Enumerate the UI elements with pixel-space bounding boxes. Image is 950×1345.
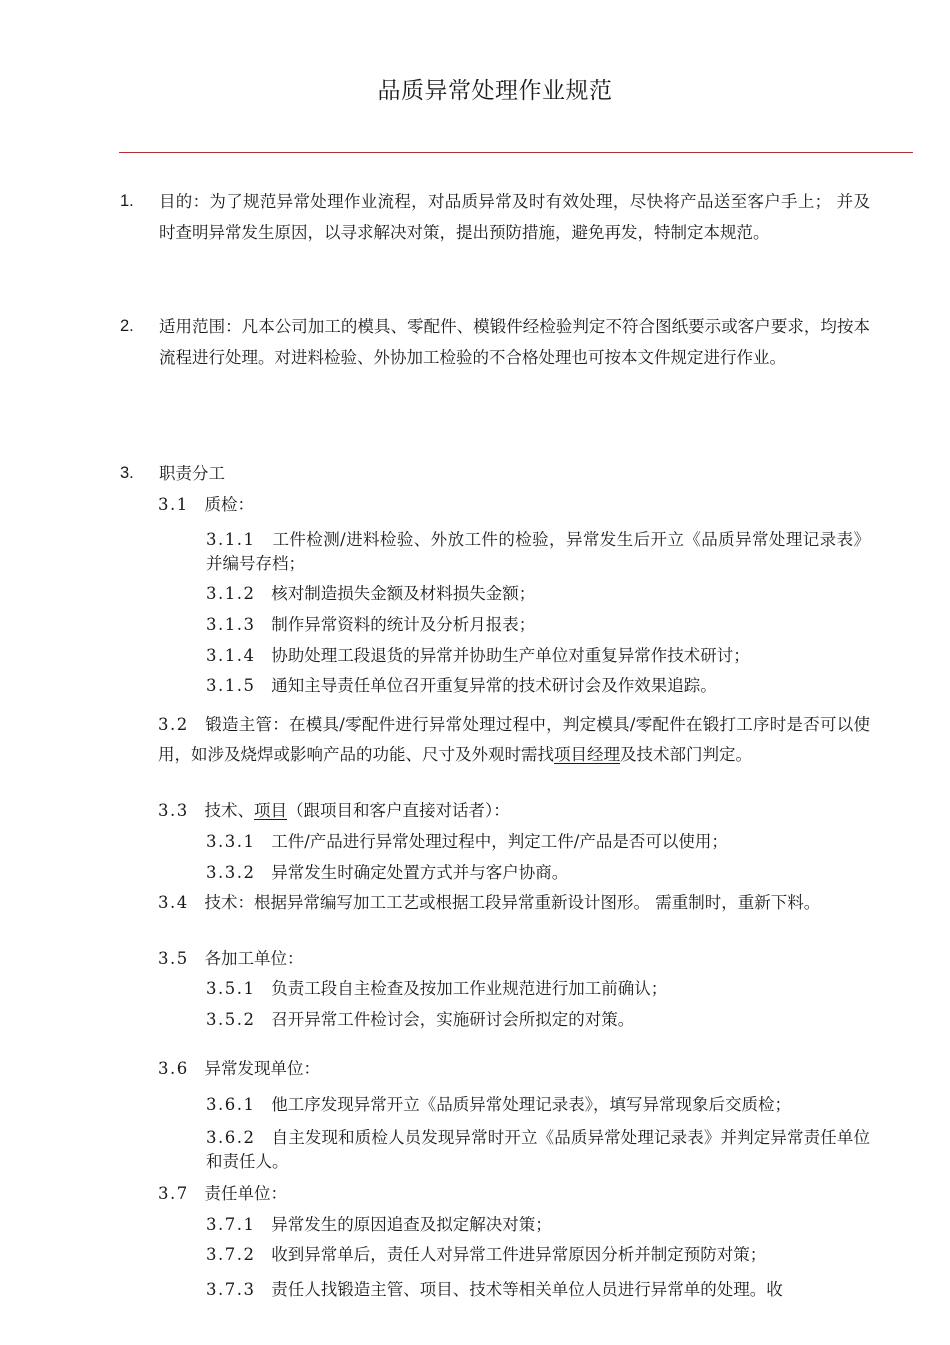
section-scope [120,311,870,373]
clause-text: 各加工单位： [204,949,304,968]
clause-number: 3.1.2 [206,584,256,603]
clause-3-6-2 [206,1126,870,1174]
clause-number: 3.7 [158,1184,189,1203]
clause-number: 3.3.1 [206,832,256,851]
project-manager-link: 项目经理 [554,745,620,764]
clause-text: 质检： [204,495,254,514]
clause-text: 异常发生时确定处置方式并与客户协商。 [271,863,569,882]
clause-number: 3.3.2 [206,863,256,882]
clause-3-1-2 [206,582,870,606]
clause-number: 3.5.1 [206,979,256,998]
clause-number: 3.5 [158,949,189,968]
clause-text: 收到异常单后，责任人对异常工件进异常原因分析并制定预防对策； [271,1245,767,1264]
document-title: 品质异常处理作业规范 [377,78,613,104]
clause-number: 3.6 [158,1059,189,1078]
clause-3-7-2 [206,1243,870,1267]
clause-text: 责任人找锻造主管、项目、技术等相关单位人员进行异常单的处理。收 [271,1280,783,1299]
clause-number: 3.7.2 [206,1245,256,1264]
clause-3-1-1 [206,528,870,576]
clause-3-6-1 [206,1093,870,1117]
clause-number: 3.3 [158,801,189,820]
clause-text: 技术、 [204,801,254,820]
clause-3-3 [158,799,870,823]
clause-number: 3.7.3 [206,1280,256,1299]
clause-text: 异常发现单位： [204,1059,320,1078]
clause-text: 锻造主管：在模具/零配件进行异常处理过程中，判定模具/零配件在锻打工序时是否可以使用，如涉及烧焊或影响产品的功能、尺寸及外观时需找 [158,715,870,764]
project-link: 项目 [254,801,287,820]
clause-3-5-2 [206,1008,870,1032]
clause-text: 负责工段自主检查及按加工作业规范进行加工前确认； [271,979,668,998]
clause-3-3-1 [206,830,870,854]
clause-text: 自主发现和质检人员发现异常时开立《品质异常处理记录表》并判定异常责任单位和责任人。 [206,1128,870,1171]
clause-number: 3.5.2 [206,1010,256,1029]
clause-number: 3.1.3 [206,615,256,634]
title-divider [119,152,913,153]
clause-3-5-1 [206,977,870,1001]
clause-text: 及技术部门判定。 [620,745,752,764]
clause-number: 3.6.1 [206,1095,256,1114]
clause-3-1-3 [206,613,870,637]
clause-number: 3.4 [158,893,189,912]
clause-text: 异常发生的原因追查及拟定解决对策； [271,1215,552,1234]
clause-text: 召开异常工件检讨会，实施研讨会所拟定的对策。 [271,1010,635,1029]
clause-3-2 [158,710,870,770]
section-text: 职责分工 [159,464,225,483]
clause-3-3-2 [206,861,870,885]
clause-text: 通知主导责任单位召开重复异常的技术研讨会及作效果追踪。 [271,676,717,695]
section-purpose [120,186,870,248]
clause-3-6 [158,1057,870,1081]
clause-3-1-4 [206,644,870,668]
clause-text: 责任单位： [204,1184,287,1203]
clause-text: 协助处理工段退货的异常并协助生产单位对重复异常作技术研讨； [271,646,750,665]
section-responsibilities [120,458,870,489]
section-text: 适用范围：凡本公司加工的模具、零配件、模锻件经检验判定不符合图纸要示或客户要求，均按本流程进行处理。对进料检验、外协加工检验的不合格处理也可按本文件规定进行作业。 [159,317,870,367]
clause-number: 3.7.1 [206,1215,256,1234]
clause-text: 工件/产品进行异常处理过程中，判定工件/产品是否可以使用； [271,832,728,851]
clause-3-7 [158,1182,870,1206]
clause-text: 核对制造损失金额及材料损失金额； [271,584,536,603]
section-number: 2. [120,317,134,335]
clause-text: （跟项目和客户直接对话者）： [287,801,510,820]
section-number: 3. [120,464,134,482]
clause-3-1 [158,493,870,517]
clause-number: 3.6.2 [206,1128,256,1147]
clause-number: 3.1.1 [206,530,256,549]
clause-3-4 [158,891,870,915]
clause-3-5 [158,947,870,971]
clause-text: 他工序发现异常开立《品质异常处理记录表》，填写异常现象后交质检； [271,1095,791,1114]
clause-3-7-1 [206,1213,870,1237]
clause-3-7-3 [206,1278,870,1302]
clause-text: 制作异常资料的统计及分析月报表； [271,615,536,634]
clause-number: 3.1 [158,495,189,514]
clause-number: 3.2 [158,715,189,734]
clause-number: 3.1.5 [206,676,256,695]
section-text: 目的：为了规范异常处理作业流程，对品质异常及时有效处理，尽快将产品送至客户手上； 并及时查明异常发生原因，以寻求解决对策，提出预防措施，避免再发，特制定本规范。 [159,192,870,242]
clause-text: 技术：根据异常编写加工工艺或根据工段异常重新设计图形。 需重制时，重新下料。 [204,893,821,912]
clause-number: 3.1.4 [206,646,256,665]
clause-3-1-5 [206,674,870,698]
clause-text: 工件检测/进料检验、外放工件的检验，异常发生后开立《品质异常处理记录表》并编号存档； [206,530,870,573]
section-number: 1. [120,192,134,210]
